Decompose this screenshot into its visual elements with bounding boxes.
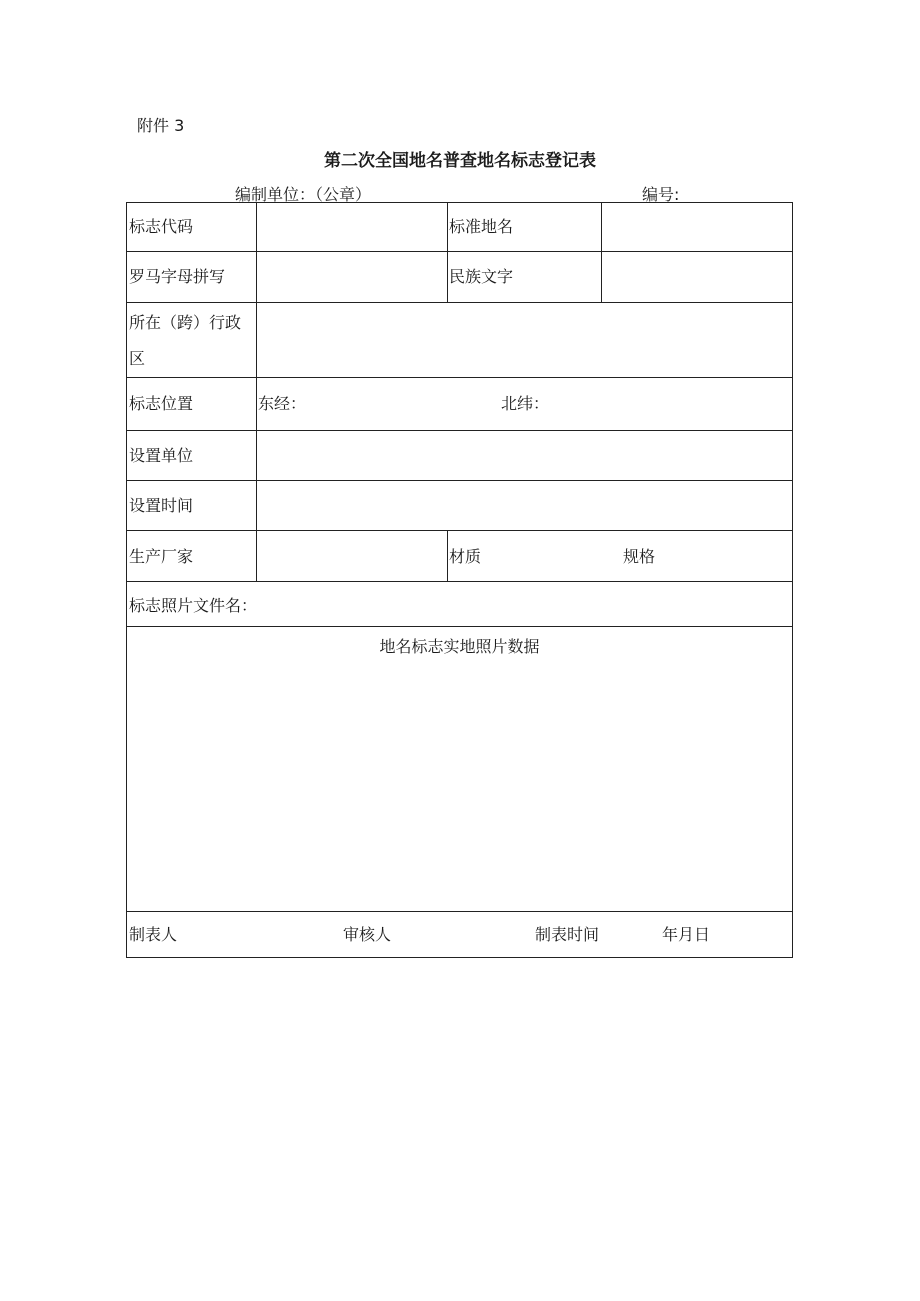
reviewer-label: 审核人 <box>343 925 392 944</box>
sign-location-label: 标志位置 <box>129 394 194 413</box>
east-longitude-label: 东经： <box>258 394 307 413</box>
column-divider <box>601 203 602 302</box>
compiling-unit-label: 编制单位：（公章） <box>235 185 372 204</box>
row-divider <box>127 626 792 627</box>
form-number-label: 编号: <box>642 185 680 204</box>
row-divider <box>127 530 792 531</box>
standard-name-field[interactable] <box>603 207 791 251</box>
admin-region-label-line1: 所在（跨）行政 <box>129 313 242 332</box>
roman-spelling-field[interactable] <box>258 255 446 301</box>
row-divider <box>127 911 792 912</box>
sign-code-label: 标志代码 <box>129 217 194 236</box>
material-label: 材质 <box>449 547 482 566</box>
tabulator-label: 制表人 <box>129 925 178 944</box>
row-divider <box>127 251 792 252</box>
setup-time-label: 设置时间 <box>129 496 194 515</box>
form-title: 第二次全国地名普查地名标志登记表 <box>324 151 596 171</box>
photo-data-label: 地名标志实地照片数据 <box>379 637 540 656</box>
standard-name-label: 标准地名 <box>449 217 514 236</box>
sign-code-field[interactable] <box>258 207 446 251</box>
setup-time-field[interactable] <box>258 483 790 529</box>
admin-region-field[interactable] <box>258 305 790 375</box>
row-divider <box>127 480 792 481</box>
north-latitude-label: 北纬： <box>501 394 550 413</box>
column-divider <box>256 203 257 581</box>
ethnic-script-label: 民族文字 <box>449 267 514 286</box>
manufacturer-label: 生产厂家 <box>129 547 194 566</box>
setup-unit-field[interactable] <box>258 433 790 479</box>
row-divider <box>127 430 792 431</box>
photo-data-area[interactable] <box>131 663 788 907</box>
column-divider <box>447 530 448 581</box>
date-units-label: 年月日 <box>662 925 711 944</box>
manufacturer-field[interactable] <box>258 533 446 580</box>
registration-table <box>126 202 793 958</box>
ethnic-script-field[interactable] <box>603 255 791 301</box>
roman-spelling-label: 罗马字母拼写 <box>129 267 226 286</box>
setup-unit-label: 设置单位 <box>129 446 194 465</box>
row-divider <box>127 377 792 378</box>
row-divider <box>127 302 792 303</box>
admin-region-label-line2: 区 <box>129 349 146 368</box>
column-divider <box>447 203 448 302</box>
tabulation-time-label: 制表时间 <box>535 925 600 944</box>
attachment-label: 附件 3 <box>137 116 185 135</box>
photo-filename-label: 标志照片文件名： <box>129 596 258 615</box>
row-divider <box>127 581 792 582</box>
specification-label: 规格 <box>623 547 656 566</box>
